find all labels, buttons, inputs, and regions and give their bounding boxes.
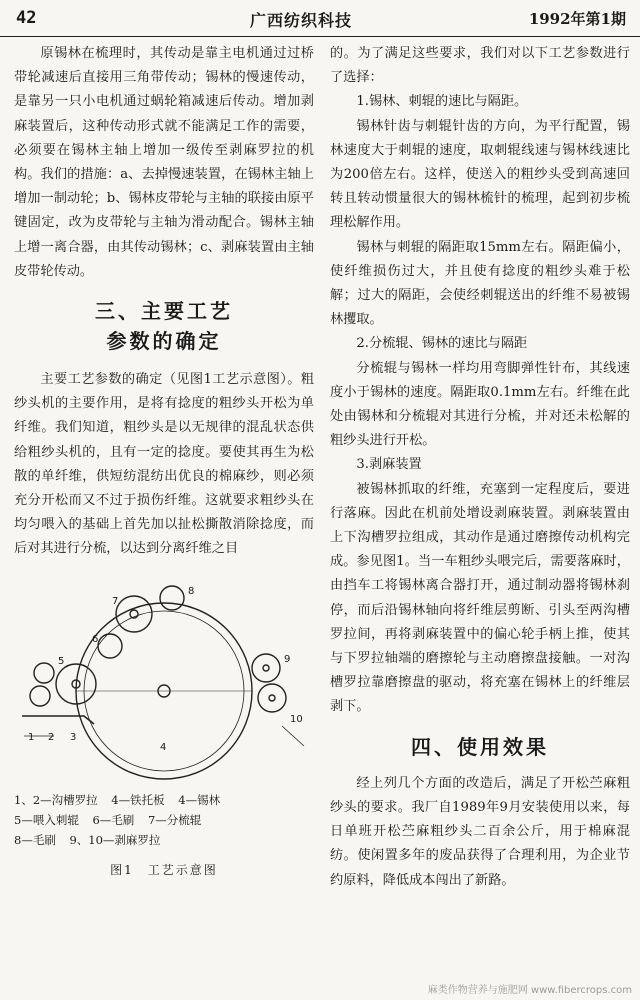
stripping-roller-9-shape — [252, 654, 280, 682]
iron-plate-shape — [22, 716, 94, 724]
fig-label-10: 10 — [290, 713, 303, 725]
brush-8-shape — [160, 586, 184, 610]
fig-label-5: 5 — [58, 655, 65, 667]
paragraph-transmission: 原锡林在梳理时，其传动是靠主电机通过过桥带轮减速后直接用三角带传动；锡林的慢速传动，是靠另一只小电机通过蜗轮箱减速后传动。增加剥麻装置后，这种传动形式就不能满足工作的需要，必须要在锡林主轴上增加一级传至剥麻罗拉的机构。我们的措施：a、去掉慢速装置，在锡林主轴上增加一制动轮；b、锡林皮带轮与主轴的联接由原平键固定，改为皮带轮与主轴为滑动配合。锡林主轴上增一离合器，由其传动锡林；c、剥麻装置由主轴皮带轮传动。 — [14, 46, 314, 279]
section-3-heading-line1: 三、主要工艺 — [95, 299, 233, 324]
issue-label: 1992年第1期 — [528, 10, 626, 28]
journal-title: 广西纺织科技 — [250, 11, 353, 30]
subheading-1: 1.锡林、刺辊的速比与隔距。 — [356, 94, 528, 110]
fig-label-8: 8 — [188, 585, 195, 597]
process-diagram — [14, 576, 314, 786]
fig-label-4: 4 — [160, 741, 167, 753]
fig-label-7: 7 — [112, 595, 119, 607]
right-column — [330, 42, 630, 893]
paragraph-carding-roller: 分梳辊与锡林一样均用弯脚弹性针布，其线速度小于锡林的速度。隔距取0.1mm左右。纤维在此处由锡林和分梳辊对其进行分梳，并对还未松解的粗纱头进行开松。 — [330, 360, 630, 449]
legend-item: 1、2—沟槽罗拉 — [14, 792, 98, 807]
fig-label-3: 3 — [70, 731, 77, 743]
legend-item: 7—分梳辊 — [147, 812, 202, 827]
subheading-2: 2.分梳辊、锡林的速比与隔距 — [356, 336, 528, 352]
legend-row — [14, 830, 314, 850]
paragraph-results: 经上列几个方面的改造后，满足了开松苎麻粗纱头的要求。我厂自1989年9月安装使用以来，每日单班开松苎麻粗纱头二百余公斤，用于棉麻混纺。使闲置多年的废品获得了合理利用，为企业节约原料，降低成本闯出了新路。 — [330, 775, 630, 888]
legend-row — [14, 790, 314, 810]
fig-label-6: 6 — [92, 633, 99, 645]
watermark: 麻类作物营养与施肥网 www.fibercrops.com — [427, 985, 632, 996]
figure-caption: 图1 工艺示意图 — [110, 862, 218, 877]
fluted-roller-1-shape — [30, 686, 50, 706]
legend-item: 4—锡林 — [178, 792, 221, 807]
paragraph-stripping-device: 被锡林抓取的纤维，充塞到一定程度后，要进行落麻。因此在机前处增设剥麻装置。剥麻装置由上下沟槽罗拉组成，其动作是通过磨擦传动机构完成。参见图1。当一车粗纱头喂完后，需要落麻时，由挡车工将锡林离合器打开，通过制动器将锡林刹停，而后沿锡林轴向将纤维层剪断、引头至两沟槽罗拉间，再将剥麻装置中的偏心轮手柄上推，使其与下罗拉轴端的磨擦轮与主动磨擦盘接触。一对沟槽罗拉靠磨擦盘的驱动，将充塞在锡林上的纤维层剥下。 — [330, 481, 630, 715]
page-header — [0, 0, 640, 37]
brush-6-shape — [98, 634, 122, 658]
stripping-roller-10-shape — [258, 684, 286, 712]
legend-item: 4—铁托板 — [111, 792, 165, 807]
legend-item: 6—毛刷 — [92, 812, 135, 827]
paragraph-continuation: 的。为了满足这些要求，我们对以下工艺参数进行了选择： — [330, 46, 630, 86]
figure-legend — [14, 790, 314, 850]
section-3-heading — [14, 296, 314, 356]
fig-label-1: 1 — [28, 731, 35, 743]
section-4-heading: 四、使用效果 — [411, 734, 549, 759]
fluted-roller-2-shape — [34, 663, 54, 683]
legend-item: 8—毛刷 — [14, 832, 56, 847]
fig-label-9: 9 — [284, 653, 291, 665]
left-column — [14, 42, 314, 882]
subheading-3: 3.剥麻装置 — [356, 457, 422, 473]
paragraph-process-params: 主要工艺参数的确定（见图1工艺示意图）。粗纱头机的主要作用，是将有捻度的粗纱头开松为单纤维。我们知道，粗纱头是以无规律的混乱状态供给粗纱头机的，且有一定的捻度。要使其再生为松散的单纤维，供短纺混纺出优良的棉麻纱，则必须充分开松而又不过于损伤纤维。这就要求粗纱头在均匀喂入的基础上首先加以扯松撕散消除捻度，而后对其进行分梳，以达到分离纤维之目 — [14, 372, 314, 557]
section-3-heading-line2: 参数的确定 — [106, 329, 222, 354]
fig-label-2: 2 — [48, 731, 55, 743]
legend-item: 5—喂入刺辊 — [14, 812, 79, 827]
page-number: 42 — [16, 8, 37, 28]
paragraph-gauge: 锡林与刺辊的隔距取15mm左右。隔距偏小，使纤维损伤过大，并且使有捻度的粗纱头难于松解；过大的隔距，会使经刺辊送出的纤维不易被锡林攫取。 — [330, 239, 630, 328]
paragraph-cylinder-speed: 锡林针齿与刺辊针齿的方向，为平行配置，锡林速度大于刺辊的速度，取刺辊线速与锡林线速比为200倍左右。这样，使送入的粗纱头受到高速回转且转动惯量很大的锡林梳针的梳理，起到初步梳理松解作用。 — [330, 118, 630, 231]
legend-item: 9、10—剥麻罗拉 — [69, 832, 161, 847]
legend-row — [14, 810, 314, 830]
